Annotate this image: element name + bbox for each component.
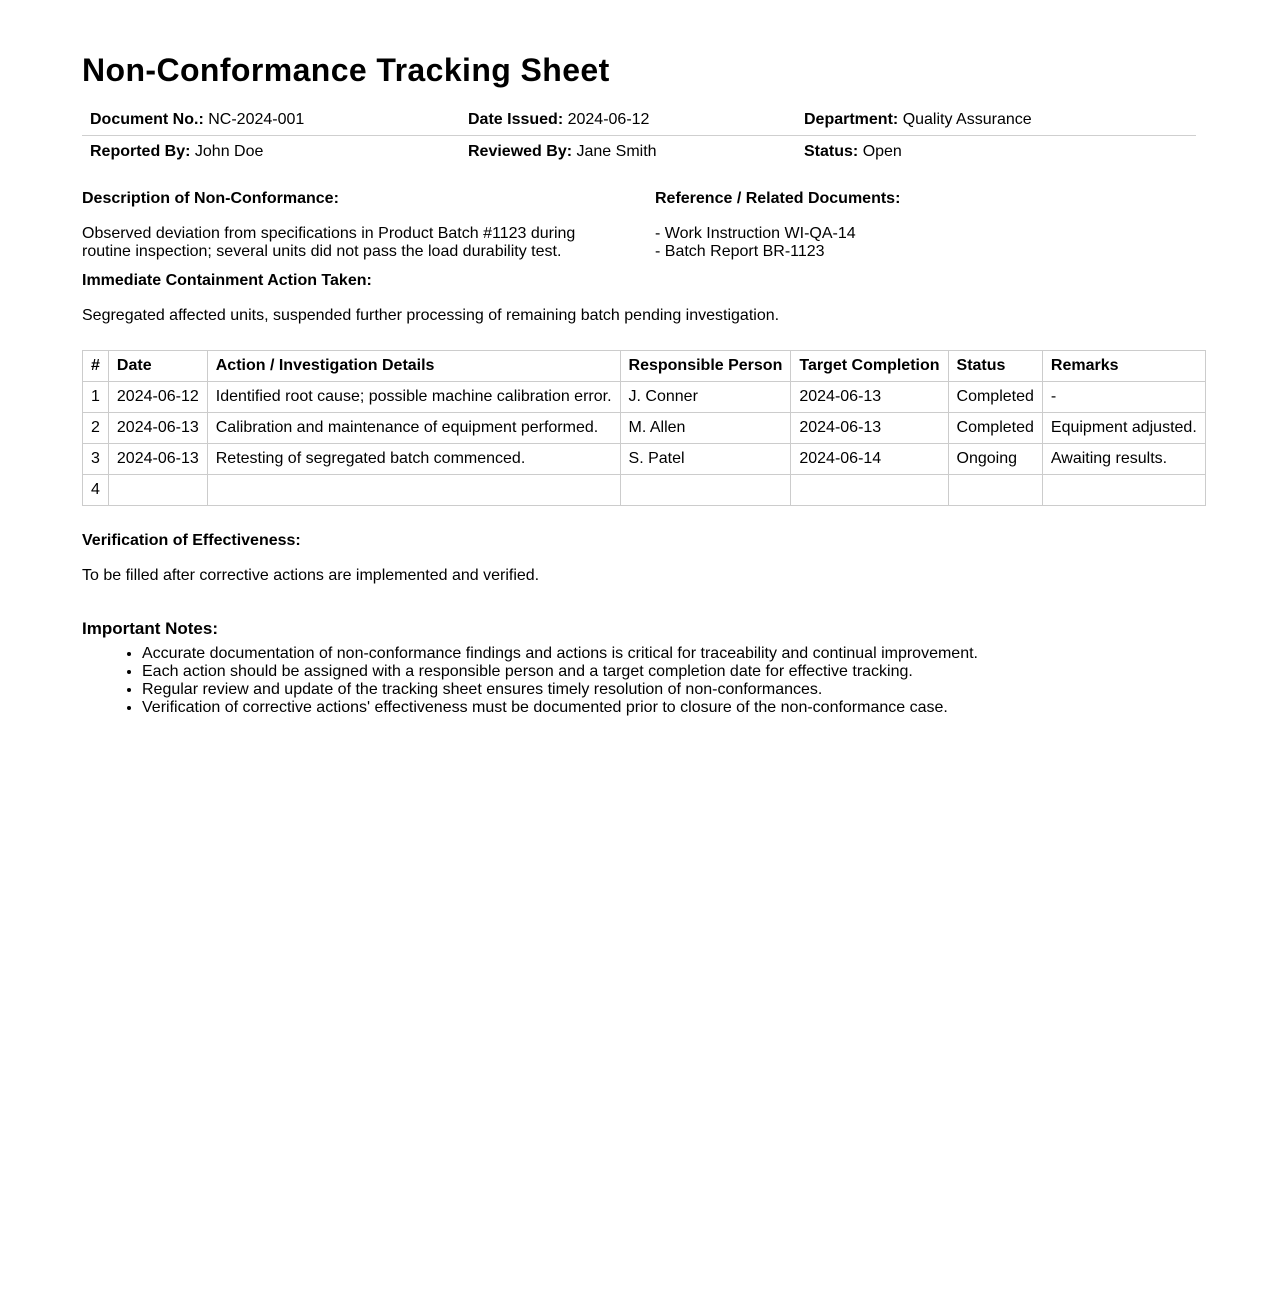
col-header-number: #: [83, 351, 109, 382]
verification-title: Verification of Effectiveness:: [82, 532, 301, 549]
description-column: [82, 189, 655, 261]
containment-title: Immediate Containment Action Taken:: [82, 272, 372, 289]
description-line-1: Observed deviation from specifications in Product Batch #1123 during: [82, 225, 576, 242]
cell-remarks: Awaiting results.: [1042, 444, 1205, 475]
cell-target: 2024-06-13: [791, 382, 948, 413]
cell-responsible: J. Conner: [620, 382, 791, 413]
cell-remarks: Equipment adjusted.: [1042, 413, 1205, 444]
col-header-action: Action / Investigation Details: [207, 351, 620, 382]
col-header-remarks: Remarks: [1042, 351, 1205, 382]
cell-date: 2024-06-13: [108, 444, 207, 475]
table-row: [83, 413, 1206, 444]
meta-reviewed-by: [460, 136, 796, 168]
notes-list: [82, 645, 1196, 717]
meta-document-no-value: NC-2024-001: [208, 111, 305, 128]
notes-section: [82, 619, 1196, 717]
references-column: [655, 189, 1196, 261]
cell-date: [108, 475, 207, 506]
cell-responsible: M. Allen: [620, 413, 791, 444]
cell-number: 4: [83, 475, 109, 506]
cell-target: 2024-06-14: [791, 444, 948, 475]
cell-date: 2024-06-12: [108, 382, 207, 413]
cell-status: Ongoing: [948, 444, 1042, 475]
meta-date-issued-label: Date Issued:: [468, 111, 564, 128]
col-header-responsible: Responsible Person: [620, 351, 791, 382]
meta-date-issued: [460, 104, 796, 136]
list-item: • Each action should be assigned with a responsible person and a target completion date for effective tracking.: [142, 663, 1196, 681]
meta-status-label: Status:: [804, 143, 859, 160]
description-title: Description of Non-Conformance:: [82, 190, 339, 207]
page-title: Non-Conformance Tracking Sheet: [82, 52, 610, 88]
reference-item: - Work Instruction WI-QA-14: [655, 225, 856, 242]
meta-document-no-label: Document No.:: [90, 111, 204, 128]
meta-status: [796, 136, 1196, 168]
list-item: • Regular review and update of the tracking sheet ensures timely resolution of non-conformances.: [142, 681, 1196, 699]
cell-target: [791, 475, 948, 506]
reference-item: - Batch Report BR-1123: [655, 243, 825, 260]
verification-section: [82, 531, 1196, 585]
meta-reviewed-by-value: Jane Smith: [576, 143, 657, 160]
cell-status: Completed: [948, 413, 1042, 444]
cell-number: 2: [83, 413, 109, 444]
col-header-target: Target Completion: [791, 351, 948, 382]
meta-document-no: [82, 104, 460, 136]
notes-title: Important Notes:: [82, 619, 218, 638]
meta-reported-by-value: John Doe: [194, 143, 264, 160]
cell-number: 3: [83, 444, 109, 475]
cell-target: 2024-06-13: [791, 413, 948, 444]
cell-status: Completed: [948, 382, 1042, 413]
description-line-2: routine inspection; several units did not pass the load durability test.: [82, 243, 562, 260]
table-row: [83, 382, 1206, 413]
cell-action: Calibration and maintenance of equipment performed.: [207, 413, 620, 444]
list-item: • Verification of corrective actions' effectiveness must be documented prior to closure of the non-conformance case.: [142, 699, 1196, 717]
actions-table: [82, 350, 1206, 506]
cell-responsible: [620, 475, 791, 506]
cell-number: 1: [83, 382, 109, 413]
meta-department-label: Department:: [804, 111, 899, 128]
containment-body: Segregated affected units, suspended further processing of remaining batch pending investigation.: [82, 307, 780, 324]
col-header-date: Date: [108, 351, 207, 382]
description-body: [82, 225, 655, 261]
cell-remarks: [1042, 475, 1205, 506]
verification-body: To be filled after corrective actions are implemented and verified.: [82, 567, 540, 584]
actions-header-row: [83, 351, 1206, 382]
cell-action: Identified root cause; possible machine calibration error.: [207, 382, 620, 413]
table-row: [83, 444, 1206, 475]
list-item: • Accurate documentation of non-conformance findings and actions is critical for traceability and continual improvement.: [142, 645, 1196, 663]
references-list: [655, 225, 1196, 261]
cell-date: 2024-06-13: [108, 413, 207, 444]
description-section: [82, 189, 1196, 261]
col-header-status: Status: [948, 351, 1042, 382]
meta-reported-by-label: Reported By:: [90, 143, 191, 160]
meta-department-value: Quality Assurance: [902, 111, 1032, 128]
cell-action: Retesting of segregated batch commenced.: [207, 444, 620, 475]
cell-responsible: S. Patel: [620, 444, 791, 475]
cell-action: [207, 475, 620, 506]
cell-status: [948, 475, 1042, 506]
meta-status-value: Open: [862, 143, 902, 160]
meta-reviewed-by-label: Reviewed By:: [468, 143, 573, 160]
table-row: [83, 475, 1206, 506]
meta-date-issued-value: 2024-06-12: [567, 111, 650, 128]
cell-remarks: -: [1042, 382, 1205, 413]
references-title: Reference / Related Documents:: [655, 190, 901, 207]
meta-table: [82, 104, 1196, 167]
containment-section: [82, 271, 1196, 325]
meta-department: [796, 104, 1196, 136]
meta-reported-by: [82, 136, 460, 168]
